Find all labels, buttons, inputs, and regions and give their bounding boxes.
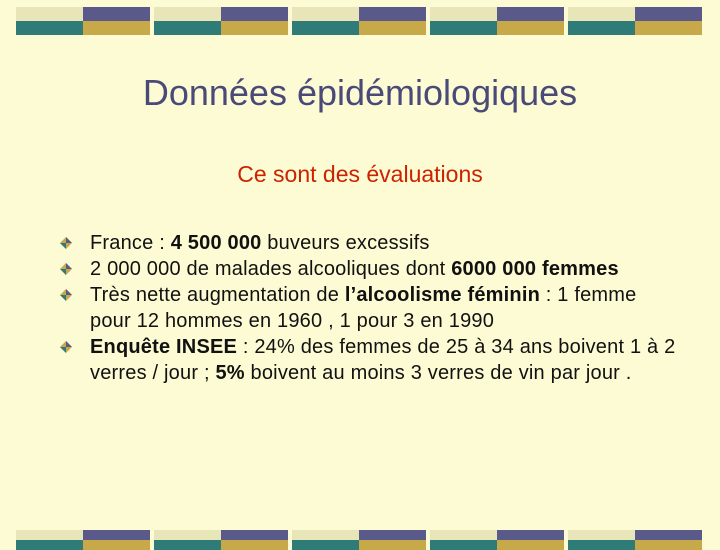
bullet-text: boivent au moins 3 verres de vin par jour . [244, 362, 632, 384]
bullet-text-bold: 4 500 000 [170, 232, 262, 254]
bullet-text-bold: 6000 000 femmes [451, 258, 619, 280]
decoration-block [292, 7, 426, 35]
bullet-pin-icon [60, 237, 72, 249]
decoration-block [568, 7, 702, 35]
bullet-item [60, 256, 680, 282]
bullet-text-bold: 5% [215, 362, 245, 384]
decoration-block [430, 7, 564, 35]
decoration-block [16, 530, 150, 544]
bottom-decoration-bar [0, 530, 720, 544]
decoration-block [568, 530, 702, 544]
bullet-item [60, 282, 680, 334]
bullet-list [60, 230, 680, 386]
slide-subtitle: Ce sont des évaluations [237, 161, 483, 187]
decoration-block [430, 530, 564, 544]
bullet-text: Très nette augmentation de [90, 284, 345, 306]
decoration-block [292, 530, 426, 544]
decoration-block [16, 7, 150, 35]
bullet-pin-icon [60, 289, 72, 301]
bullet-text-bold: Enquête INSEE [90, 336, 238, 358]
bullet-text: buveurs excessifs [261, 232, 430, 254]
bullet-text-bold: l’alcoolisme féminin [344, 284, 540, 306]
top-decoration-bar [0, 7, 720, 35]
bullet-pin-icon [60, 263, 72, 275]
bullet-text: France : [90, 232, 171, 254]
bullet-pin-icon [60, 341, 72, 353]
bullet-item [60, 334, 680, 386]
slide-title: Données épidémiologiques [142, 72, 578, 113]
bullet-text: 2 000 000 de malades alcooliques dont [90, 258, 452, 280]
decoration-block [154, 530, 288, 544]
bullet-text: : 1 femme pour 12 hommes en 1960 , 1 pour 3 en 1990 [90, 284, 637, 332]
bullet-item [60, 230, 680, 256]
bullet-text: : 24% des femmes de 25 à 34 ans boivent 1 à 2 verres / jour ; [90, 336, 676, 384]
decoration-block [154, 7, 288, 35]
